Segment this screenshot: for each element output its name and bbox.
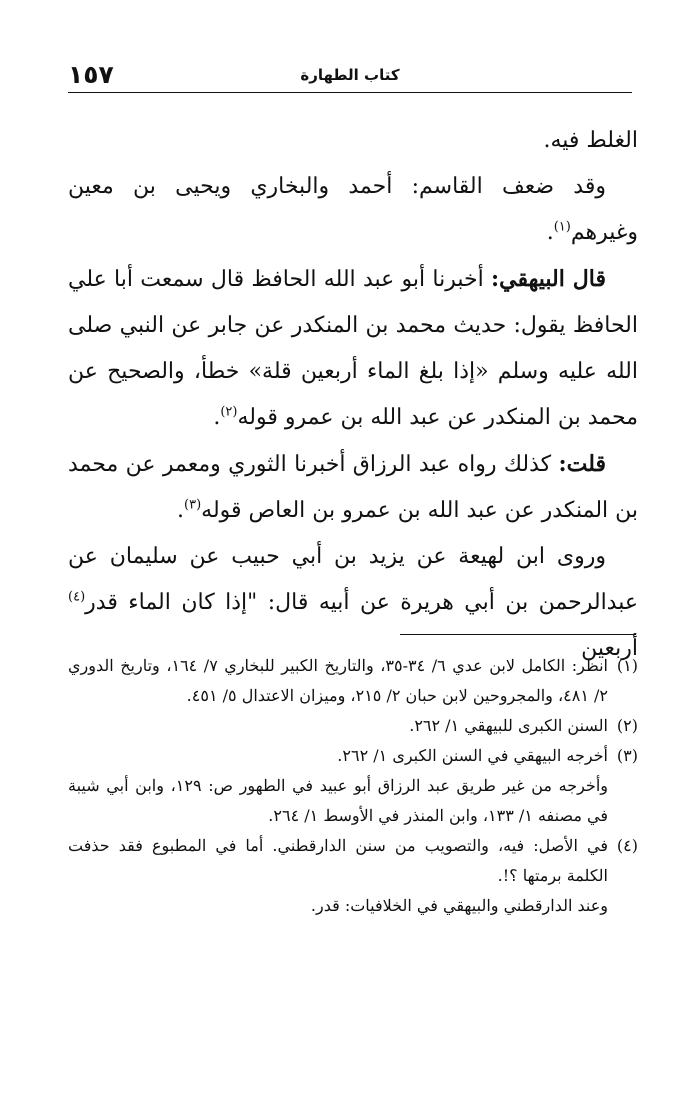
paragraph-3	[68, 256, 638, 441]
footnote-separator	[400, 634, 636, 635]
footnote-2	[68, 711, 638, 741]
footnote-2-text: السنن الكبرى للبيهقي ١/ ٢٦٢.	[409, 716, 608, 735]
paragraph-5-end: أربعين	[581, 636, 638, 661]
footnote-4-mark: (٤)	[616, 836, 638, 855]
footnote-3-text: أخرجه البيهقي في السنن الكبرى ١/ ٢٦٢.	[337, 746, 608, 765]
running-title: كتاب الطهارة	[300, 66, 400, 84]
paragraph-1	[68, 118, 638, 164]
footnote-ref-3[interactable]: (٣)	[184, 497, 202, 513]
footnote-4	[68, 831, 638, 891]
footnotes	[68, 651, 638, 921]
footnote-4-continuation: وعند الدارقطني والبيهقي في الخلافيات: قدر.	[310, 896, 608, 915]
page-number: ١٥٧	[68, 60, 114, 89]
footnote-1-text: انظر: الكامل لابن عدي ٦/ ٣٤-٣٥، والتاريخ الكبير للبخاري ٧/ ١٦٤، وتاريخ الدوري ٢/ ٤٨١، والمجروحين لابن حبان ٢/ ٢١٥، وميزان الاعتدال ٥/ ٤٥١.	[68, 656, 608, 705]
page-header	[68, 56, 632, 93]
footnote-3	[68, 741, 638, 771]
paragraph-4-end: .	[177, 498, 185, 523]
paragraph-4-text: كذلك رواه عبد الرزاق أخبرنا الثوري ومعمر عن محمد بن المنكدر عن عبد الله بن عمرو بن العاص قوله	[68, 452, 638, 523]
footnote-ref-4[interactable]: (٤)	[68, 589, 86, 605]
footnote-3-continuation: وأخرجه من غير طريق عبد الرزاق أبو عبيد في الطهور ص: ١٢٩، وابن أبي شيبة في مصنفه ١/ ١٣٣، وابن المنذر في الأوسط ١/ ٢٦٤.	[68, 776, 608, 825]
footnote-2-mark: (٢)	[616, 716, 638, 735]
footnote-ref-2[interactable]: (٢)	[220, 404, 238, 420]
paragraph-4	[68, 441, 638, 534]
footnote-3-mark: (٣)	[616, 746, 638, 765]
footnote-1-mark: (١)	[616, 656, 638, 675]
paragraph-3-label: قال البيهقي:	[491, 266, 606, 292]
footnote-1	[68, 651, 638, 711]
paragraph-3-text: أخبرنا أبو عبد الله الحافظ قال سمعت أبا علي الحافظ يقول: حديث محمد بن المنكدر عن جابر عن النبي صلى الله عليه وسلم «إذا بلغ الماء أربعين قلة» خطأ، والصحيح عن محمد بن المنكدر عن عبد الله بن عمرو قوله	[68, 267, 638, 430]
paragraph-5-text: وروى ابن لهيعة عن يزيد بن أبي حبيب عن سليمان عن عبدالرحمن بن أبي هريرة عن أبيه قال: "إذا كان الماء قدر	[68, 544, 638, 615]
paragraph-4-label: قلت:	[558, 451, 606, 477]
footnote-ref-1[interactable]: (١)	[553, 219, 571, 235]
paragraph-1-text: الغلط فيه.	[543, 128, 638, 153]
paragraph-3-end: .	[213, 405, 221, 430]
paragraph-2-end: .	[546, 220, 554, 245]
paragraph-2	[68, 164, 638, 256]
footnote-4-text: في الأصل: فيه، والتصويب من سنن الدارقطني. أما في المطبوع فقد حذفت الكلمة برمتها ؟!.	[68, 836, 608, 885]
paragraph-2-text: وقد ضعف القاسم: أحمد والبخاري ويحيى بن معين وغيرهم	[68, 174, 638, 245]
main-text	[68, 118, 638, 672]
